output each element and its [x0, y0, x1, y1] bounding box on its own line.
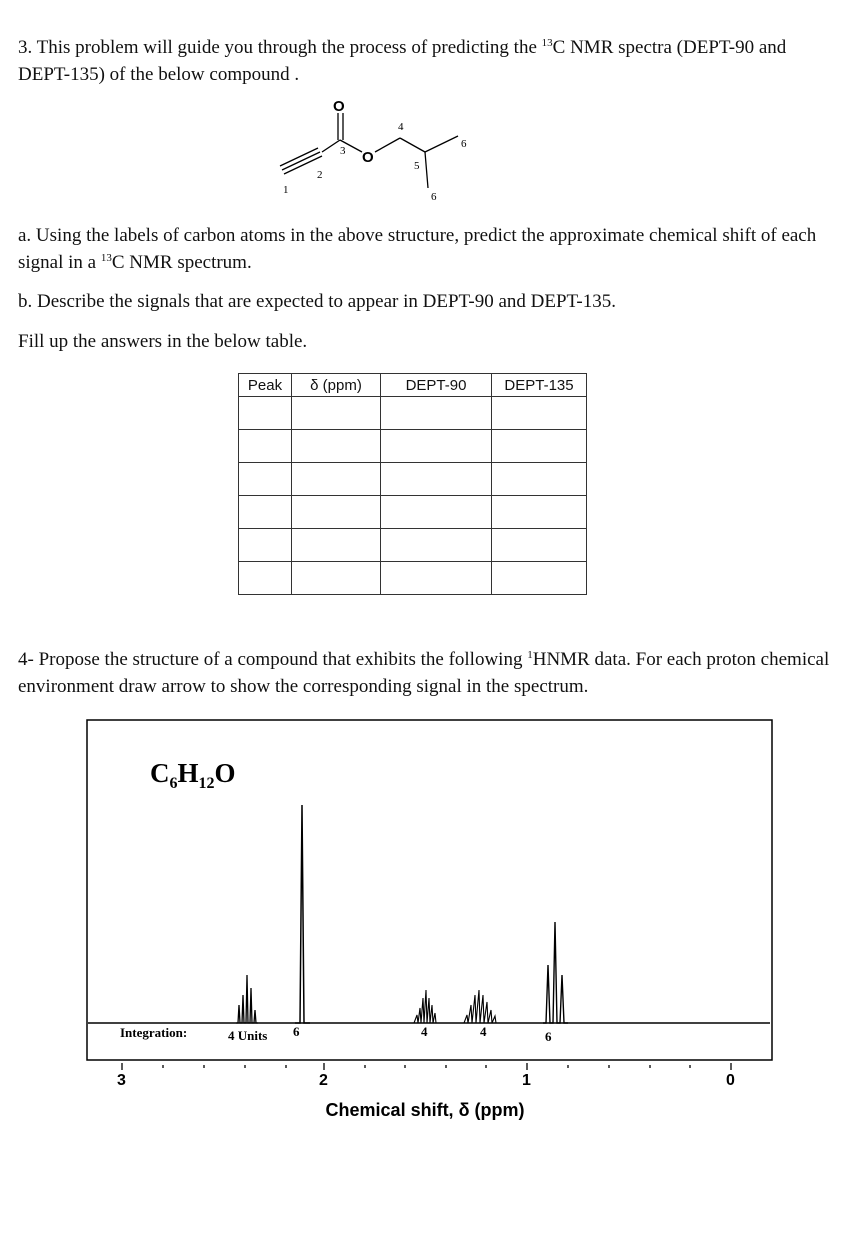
axis-tick-label: 1	[522, 1072, 531, 1089]
table-cell[interactable]	[239, 496, 292, 529]
q3-part-b: b. Describe the signals that are expected to appear in DEPT-90 and DEPT-135.	[18, 291, 616, 312]
table-cell[interactable]	[492, 430, 587, 463]
axis-tick-label: 0	[726, 1072, 735, 1089]
carbon-label-5: 5	[414, 160, 420, 172]
integration-value: 6	[293, 1024, 300, 1039]
table-cell[interactable]	[292, 463, 381, 496]
integration-value: 6	[545, 1029, 552, 1044]
q4-intro: 4- Propose the structure of a compound that exhibits the following $^1$HNMR data. For each proton chemical environment draw arrow to show the corresponding signal in the spectrum.	[18, 649, 830, 697]
carbon-label-6b: 6	[431, 191, 437, 203]
table-row	[239, 397, 587, 430]
peak-multiplet-1.3ppm	[464, 990, 500, 1023]
table-cell[interactable]	[292, 529, 381, 562]
table-row	[239, 430, 587, 463]
ester-oxygen: O	[362, 149, 374, 166]
table-cell[interactable]	[239, 397, 292, 430]
carbon-label-2: 2	[317, 169, 323, 181]
molecular-formula: $C_6H_{12}O$	[150, 758, 236, 792]
q3-part-a: a. Using the labels of carbon atoms in the above structure, predict the approximate chemical shift of each signal in a $^{13}$C NMR spectrum.	[18, 225, 817, 273]
integration-label: Integration:	[120, 1025, 188, 1040]
axis-tick-label: 3	[117, 1072, 126, 1089]
table-row	[239, 529, 587, 562]
table-cell[interactable]	[292, 496, 381, 529]
nmr-spectrum	[0, 710, 848, 1130]
carbon-label-3: 3	[340, 145, 346, 157]
table-cell[interactable]	[239, 562, 292, 595]
carbon-label-6a: 6	[461, 138, 467, 150]
q3-intro: 3. This problem will guide you through the process of predicting the $^{13}$C NMR spectra (DEPT-90 and DEPT-135) of the below compound .	[18, 37, 787, 85]
table-row	[239, 562, 587, 595]
table-cell[interactable]	[492, 463, 587, 496]
peak-triplet-0.9ppm	[543, 922, 568, 1023]
table-cell[interactable]	[492, 496, 587, 529]
integration-value: 4 Units	[228, 1028, 268, 1043]
integration-value: 4	[421, 1024, 428, 1039]
table-cell[interactable]	[492, 529, 587, 562]
table-row	[239, 463, 587, 496]
carbonyl-oxygen: O	[333, 98, 345, 115]
table-cell[interactable]	[492, 562, 587, 595]
table-cell[interactable]	[292, 430, 381, 463]
peak-quartet-2.4ppm	[236, 975, 258, 1023]
axis-tick-label: 2	[319, 1072, 328, 1089]
table-cell[interactable]	[381, 496, 492, 529]
ester-structure	[270, 96, 480, 208]
table-cell[interactable]	[492, 397, 587, 430]
table-cell[interactable]	[292, 562, 381, 595]
x-axis-label: Chemical shift, δ (ppm)	[325, 1100, 525, 1120]
answer-table	[238, 373, 587, 595]
table-cell[interactable]	[239, 430, 292, 463]
x-axis	[122, 1063, 731, 1070]
table-cell[interactable]	[239, 529, 292, 562]
header-dept90: DEPT-90	[381, 374, 492, 397]
table-cell[interactable]	[381, 397, 492, 430]
q3-fill-instruction: Fill up the answers in the below table.	[18, 331, 308, 352]
table-header-row	[239, 374, 587, 397]
header-peak: Peak	[239, 374, 292, 397]
table-cell[interactable]	[292, 397, 381, 430]
peak-multiplet-1.5ppm	[414, 990, 440, 1023]
carbon-label-1: 1	[283, 184, 289, 196]
table-row	[239, 496, 587, 529]
carbon-label-4: 4	[398, 121, 404, 133]
table-cell[interactable]	[239, 463, 292, 496]
header-shift: δ (ppm)	[292, 374, 381, 397]
table-cell[interactable]	[381, 463, 492, 496]
table-cell[interactable]	[381, 430, 492, 463]
header-dept135: DEPT-135	[492, 374, 587, 397]
integration-value: 4	[480, 1024, 487, 1039]
table-cell[interactable]	[381, 529, 492, 562]
table-cell[interactable]	[381, 562, 492, 595]
peak-singlet-2.1ppm	[295, 805, 310, 1023]
